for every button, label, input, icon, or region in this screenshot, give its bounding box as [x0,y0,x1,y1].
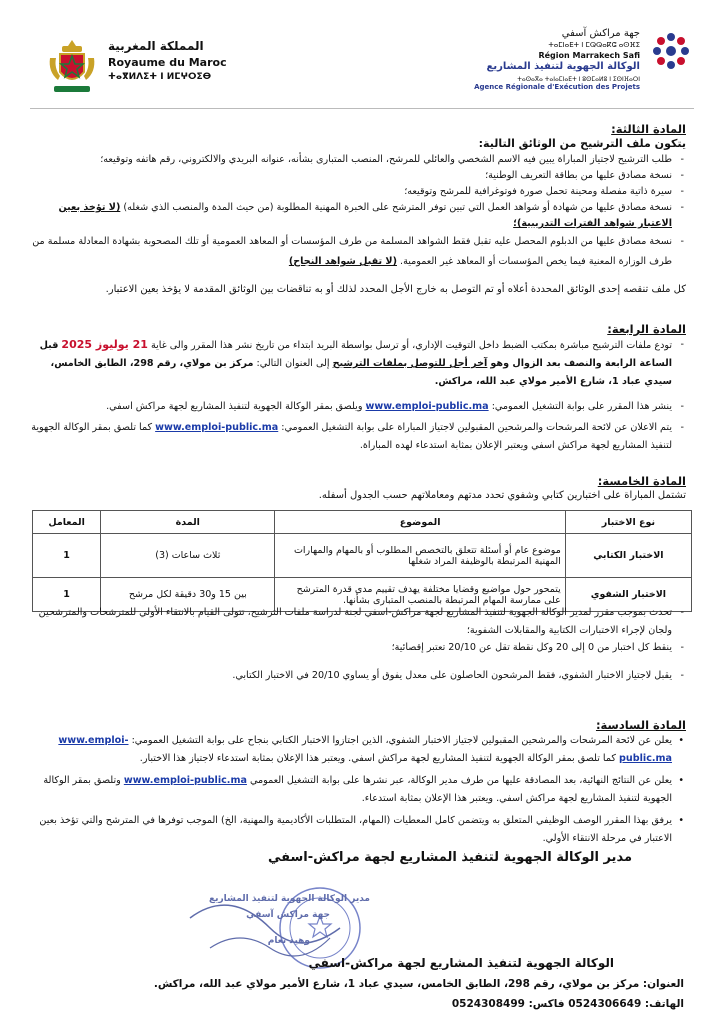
list-item-text: يتم الاعلان عن لائحة المرشحات والمرشحين المقبولين لاجتياز المباراة على بوابة التشغيل العمومي: [281,422,672,433]
article-5 [28,474,686,504]
list-item-text: كما تلصق بمقر الوكالة الجهوية لتنفيذ المشاريع لجهة مراكش اسفي. ويعتبر هذا الإعلان بمثابة استدعاء لاجتياز هذا الاختبار. [139,753,616,764]
table-row [33,534,692,578]
kingdom-fr: Royaume du Maroc [108,56,227,69]
table-cell: الاختبار الشفوي [565,578,691,612]
list-item-text: إلى العنوان التالي: [256,358,330,369]
list-item [28,732,686,768]
article-4 [28,322,686,455]
list-item-text: ويلصق بمقر الوكالة الجهوية لتنفيذ المشاريع لجهة مراكش اسفي. [106,401,363,412]
article-6 [28,718,686,848]
column-header: نوع الاختبار [565,511,691,534]
article-3 [28,122,686,298]
list-item-text: يعلن عن لائحة المرشحات والمرشحين المقبولين لاجتياز الاختبار الشفوي، الذين اجتازوا الاختبار الكتابي بنجاح على بوابة التشغيل العمومي: [131,735,672,746]
agency-region-fr: Région Marrakech Safi [538,51,640,60]
deadline-date: 21 يوليوز 2025 [61,338,148,351]
footer-address: العنوان: مركز بن مولاي، رقم 298، الطابق الخامس، سيدي عباد 1، شارع الأمير مولاي عبد الله، مراكش. [153,978,684,990]
table-cell: بين 15 و30 دقيقة لكل مرشح [101,578,275,612]
column-header: المدة [101,511,275,534]
list-item-note: (لا تقبل شواهد النجاح) [288,256,397,267]
stamp-line-2: جهة مراكش آسفي [246,910,330,920]
list-item-text: ينشر هذا المقرر على بوابة التشغيل العمومي: [491,401,672,412]
column-header: المعامل [33,511,101,534]
agency-name-tif: ⵜⴰⵙⴰⴳⴰ ⵜⴰⵏⴰⵎⵏⴰⴹⵜ ⵏ ⵓⵙⵎⴰⵍⵓ ⵏ ⵉⵙⵏⴼⴰⵔⵏ [517,76,640,83]
agency-name-fr: Agence Régionale d'Exécution des Projets [474,83,640,91]
footer-phone: الهاتف: 0524306649 فاكس: 0524308499 [451,998,684,1010]
article-6-title: المادة السادسة: [595,718,686,732]
footer-agency: الوكالة الجهوية لتنفيذ المشاريع لجهة مراكش-اسفي [308,956,614,970]
list-item-text: نسخة مصادق عليها من شهادة أو شواهد العمل التي تبين توفر المترشح على الخبرة المهنية المطلوبة (من حيث المدة والمنصب الذي شغله) [123,202,672,213]
table-cell: ثلاث ساعات (3) [101,534,275,578]
header-divider [30,108,694,109]
article-3-intro: يتكون ملف الترشيح من الوثائق التالية: [478,137,686,150]
table-cell: 1 [33,578,101,612]
emploi-public-link[interactable]: www.emploi-public.ma [155,422,279,433]
table-cell: يتمحور حول مواضيع وقضايا مختلفة يهدف تقييم مدى قدرة المترشح على ممارسة المهام المرتبطة بالمنصب المتبارى بشأنها. [275,578,565,612]
list-item-text: وتلصق بمقر الوكالة الجهوية لتنفيذ المشاريع لجهة مراكش اسفي. ويعتبر هذا الإعلان بمثابة استدعاء. [43,775,672,804]
list-item [28,419,686,455]
exam-table [32,510,692,612]
agency-region-tif: ⵜⴰⵎⵏⴰⴹⵜ ⵏ ⵎⵕⵕⴰⴽⵛ ⴰⵙⴼⵉ [548,41,640,49]
emploi-public-link[interactable]: www.emploi-public.ma [123,775,247,786]
signature-title: مدير الوكالة الجهوية لتنفيذ المشاريع لجهة مراكش-اسفي [267,850,632,865]
article-5-title: المادة الخامسة: [597,474,686,488]
kingdom-header [44,36,284,96]
list-item [28,399,686,415]
list-item [28,232,686,272]
article-5-intro: تشتمل المباراة على اختبارين كتابي وشفوي تحدد مدتهم ومعاملاتهم حسب الجدول أسفله. [318,490,686,501]
list-item: - سيرة ذاتية مفصلة ومحينة تحمل صورة فوتوغرافية للمرشح وتوقيعه؛ [28,184,686,200]
table-cell: 1 [33,534,101,578]
article-5-list [28,604,686,684]
list-item-note: آخر أجل للتوصل بملفات الترشيح [332,358,488,369]
list-item-text: نسخة مصادق عليها من الدبلوم المحصل عليه تقبل فقط الشواهد المسلمة من طرف المؤسسات أو المعاهد العمومية أو تلك المصحوبة بشهادة المعادلة مسلمة من طرف الوزارة المعنية فيما يخص المؤسسات أو المعاهد غير العمومية. [32,236,672,267]
agency-logo-icon [648,28,694,74]
list-item-text: تودع ملفات الترشيح مباشرة بمكتب الضبط داخل التوقيت الإداري، أو ترسل بواسطة البريد ابتداء من تاريخ نشر هذا المقرر والى غاية [150,340,672,351]
article-3-title: المادة الثالثة: [611,122,686,136]
list-item: - طلب الترشيح لاجتياز المباراة يبين فيه الاسم الشخصي والعائلي للمرشح، المنصب المتبارى بشأنه، عنوانه البريدي والالكتروني، رقم هاتفه وتوقيعه؛ [28,152,686,168]
list-item-text: يعلن عن النتائج النهائية، بعد المصادقة عليها من طرف مدير الوكالة، عبر نشرها على بوابة التشغيل العمومي [249,775,672,786]
list-item: - نسخة مصادق عليها من بطاقة التعريف الوطنية؛ [28,168,686,184]
table-header-row [33,511,692,534]
agency-name-ar: الوكالة الجهوية لتنفيذ المشاريع [486,61,640,72]
list-item: - يقبل لاجتياز الاختبار الشفوي، فقط المرشحون الحاصلون على معدل يفوق أو يساوي 20/10 في الاختبار الكتابي. [28,668,686,684]
list-item-text: قبل الساعة الرابعة والنصف بعد الزوال وهو [39,340,672,369]
stamp-name: وهيد نعام [267,936,310,946]
stamp-line-1: مدير الوكالة الجهوية لتنفيذ المشاريع [208,894,370,904]
list-item-text: كما تلصق بمقر الوكالة الجهوية لتنفيذ المشاريع لجهة مراكش اسفي ويعتبر الإعلان بمثابة استدعاء لهده المباراة. [31,422,672,451]
kingdom-tif: ⵜⴰⴳⵍⴷⵉⵜ ⵏ ⵍⵎⵖⵔⵉⴱ [108,72,212,82]
agency-header [454,28,694,96]
list-item: - تحدث بموجب مقرر لمدير الوكالة الجهوية لتنفيذ المشاريع لجهة مراكش-اسفي لجنة لدراسة ملفات الترشيح، تتولى القيام بالانتقاء الأولي للمترشحات والمترشحين ولجان لإجراء الاختبارات الكتابية والمقابلات الشفوية؛ [28,604,686,640]
list-item [28,336,686,391]
list-item: • يرفق بهذا المقرر الوصف الوظيفي المتعلق به ويتضمن كامل المعطيات (المهام، المتطلبات الأكاديمية والمهنية، الخ) الموجب توفرها في المترشح والتي تؤخذ بعين الاعتبار في مرحلة الانتقاء الأولي. [28,812,686,848]
table-cell: الاختبار الكتابي [565,534,691,578]
list-item [28,200,686,232]
article-4-title: المادة الرابعة: [607,322,686,336]
list-item: - ينقط كل اختبار من 0 إلى 20 وكل نقطة تقل عن 20/10 تعتبر إقصائية؛ [28,640,686,656]
table-cell: موضوع عام أو أسئلة تتعلق بالتخصص المطلوب أو بالمهام والمهارات المهنية المرتبطة بالوظيفة المراد شغلها [275,534,565,578]
royal-emblem-icon [44,36,100,96]
column-header: الموضوع [275,511,565,534]
address-text: مركز بن مولاي، رقم 298، الطابق الخامس، سيدي عباد 1، شارع الأمير مولاي عبد الله، مراكش. [50,358,672,387]
emploi-public-link[interactable]: public.ma [619,753,672,764]
article-3-closing: كل ملف تنقصه إحدى الوثائق المحددة أعلاه أو تم التوصل به خارج الأجل المحدد لذلك أو به تناقضات بين الوثائق المقدمة لا يؤخذ بعين الاعتبار. [105,284,686,295]
emploi-public-link[interactable]: www.emploi- [58,735,129,746]
agency-region-ar: جهة مراكش آسفي [561,28,640,39]
list-item [28,772,686,808]
list-item-note: (لا تؤخذ بعين الاعتبار شواهد الفترات التدريبية)؛ [58,202,672,229]
emploi-public-link[interactable]: www.emploi-public.ma [365,401,489,412]
kingdom-ar: المملكة المغربية [108,39,204,53]
